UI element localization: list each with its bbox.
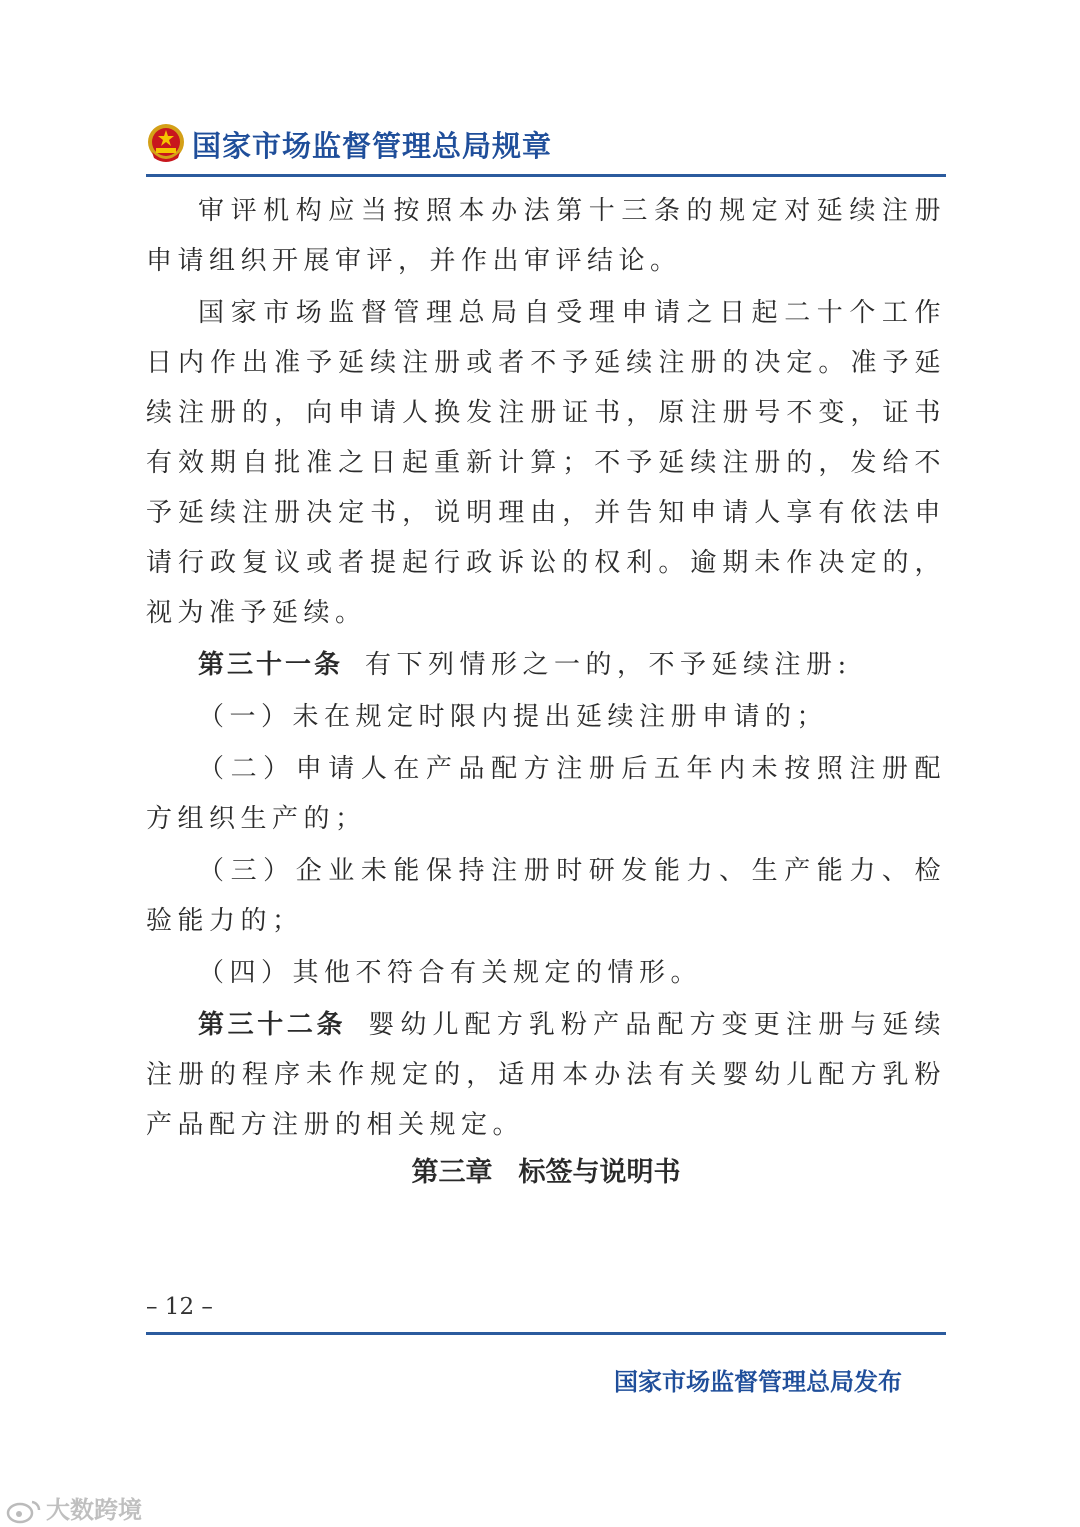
page-number: – 12 – — [146, 1294, 213, 1320]
chapter-heading — [146, 1150, 946, 1189]
weibo-logo-icon — [6, 1498, 42, 1524]
paragraph-text: （二）申请人在产品配方注册后五年内未按照注册配方组织生产的； — [146, 754, 946, 834]
paragraph-text: （三）企业未能保持注册时研发能力、生产能力、检验能力的； — [146, 856, 946, 936]
paragraph-text: （一）未在规定时限内提出延续注册申请的； — [198, 702, 829, 732]
chapter-title: 标签与说明书 — [518, 1157, 681, 1188]
watermark — [6, 1490, 142, 1525]
paragraph-text: 婴幼儿配方乳粉产品配方变更注册与延续注册的程序未作规定的，适用本办法有关婴幼儿配方乳粉产品配方注册的相关规定。 — [146, 1010, 946, 1140]
article-heading: 第三十一条 — [198, 650, 344, 680]
watermark-text: 大数跨境 — [46, 1496, 142, 1524]
national-emblem-icon — [146, 122, 186, 164]
document-body — [146, 186, 946, 1152]
paragraph-text: （四）其他不符合有关规定的情形。 — [198, 958, 703, 988]
article-32 — [146, 1000, 946, 1150]
paragraph-text: 国家市场监督管理总局自受理申请之日起二十个工作日内作出准予延续注册或者不予延续注册的决定。准予延续注册的，向申请人换发注册证书，原注册号不变，证书有效期自批准之日起重新计算；不予延续注册的，发给不予延续注册决定书，说明理由，并告知申请人享有依法申请行政复议或者提起行政诉讼的权利。逾期未作决定的，视为准予延续。 — [146, 298, 946, 628]
paragraph — [146, 186, 946, 286]
footer-publisher: 国家市场监督管理总局发布 — [614, 1368, 902, 1396]
list-item — [146, 948, 946, 998]
list-item — [146, 744, 946, 844]
header-divider — [146, 174, 946, 177]
list-item — [146, 692, 946, 742]
paragraph — [146, 288, 946, 638]
article-31 — [146, 640, 946, 690]
footer-divider — [146, 1332, 946, 1335]
page-header — [146, 118, 946, 178]
chapter-number: 第三章 — [411, 1157, 493, 1188]
article-heading: 第三十二条 — [198, 1010, 347, 1040]
paragraph-text: 审评机构应当按照本办法第十三条的规定对延续注册申请组织开展审评，并作出审评结论。 — [146, 196, 946, 276]
header-title: 国家市场监督管理总局规章 — [192, 129, 553, 163]
paragraph-text: 有下列情形之一的，不予延续注册: — [365, 650, 852, 680]
list-item — [146, 846, 946, 946]
